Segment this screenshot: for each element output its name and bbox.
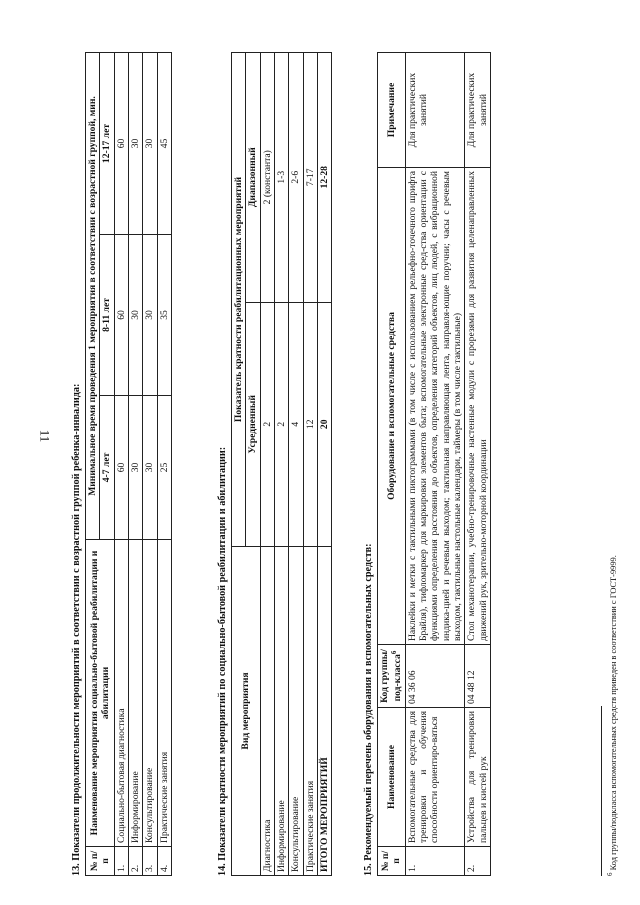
table-row <box>303 53 317 876</box>
col-num-header: № п/п <box>86 847 115 876</box>
row-equipment: Стол механотерапии, учебно-тренировочные настенные модули с прорезями для развития целенаправленных движений рук, зрительно-моторной координации <box>465 168 491 645</box>
value-cell: 30 <box>128 234 142 395</box>
table-row <box>260 53 274 876</box>
col-mult-header: Показатель кратности реабилитационных мероприятий <box>232 53 246 547</box>
footnote-divider <box>601 706 602 876</box>
value-cell: 60 <box>114 53 128 235</box>
avg-cell: 2 <box>260 302 274 546</box>
row-name: Устройства для тренировки пальцев и кистей рук <box>465 708 491 847</box>
col-time-header: Минимальное время проведения 1 мероприятия в соответствии с возрастной группой, мин. <box>86 53 100 540</box>
section-15-title: 15. Рекомендуемый перечень оборудования и вспомогательных средств: <box>363 543 374 876</box>
avg-cell: 2 <box>274 302 288 546</box>
row-name: Практические занятия <box>303 547 317 876</box>
row-num: 1. <box>405 847 465 876</box>
row-num: 2. <box>128 847 142 876</box>
footnote-text: Код группы/подкласса вспомогательных средств приведен в соответствии с ГОСТ-9999. <box>608 555 618 871</box>
value-cell: 30 <box>128 53 142 235</box>
row-name: Социально-бытовая диагностика <box>114 540 128 847</box>
row-note: Для практических занятий <box>465 53 491 168</box>
value-cell: 30 <box>143 234 157 395</box>
col-name-header: Наименование <box>378 708 406 847</box>
footnote-mark: 6 <box>390 650 399 655</box>
value-cell: 30 <box>128 395 142 539</box>
equipment-table <box>377 52 491 876</box>
value-cell: 60 <box>114 395 128 539</box>
table-row <box>289 53 303 876</box>
row-name: Информирование <box>274 547 288 876</box>
table-row <box>114 53 128 876</box>
age-group-3: 12-17 лет <box>100 53 114 235</box>
col-note-header: Примечание <box>378 53 406 168</box>
total-range: 12-28 <box>317 53 331 303</box>
table-row <box>128 53 142 876</box>
table-row <box>143 53 157 876</box>
row-note: Для практических занятий <box>405 53 465 168</box>
range-cell: 1-3 <box>274 53 288 303</box>
row-name: Практические занятия <box>157 540 171 847</box>
row-num: 3. <box>143 847 157 876</box>
row-name: Информирование <box>128 540 142 847</box>
total-name: ИТОГО МЕРОПРИЯТИЙ <box>317 547 331 876</box>
total-row <box>317 53 331 876</box>
value-cell: 45 <box>157 53 171 235</box>
value-cell: 35 <box>157 234 171 395</box>
col-num-header: № п/п <box>378 847 406 876</box>
page-number: 11 <box>37 429 53 443</box>
multiplicity-table <box>231 52 332 876</box>
table-row <box>274 53 288 876</box>
value-cell: 25 <box>157 395 171 539</box>
range-cell: 2-6 <box>289 53 303 303</box>
row-name: Вспомогательные средства для тренировки и обучения способности ориентиро-ваться <box>405 708 465 847</box>
col-code-header <box>378 645 406 708</box>
row-equipment: Наклейки и метки с тактильными пиктограммами (в том числе с использованием рельефно-точечного шрифта Брайля), тифломаркер для маркировки элементов быта; вспомогательные электронные сред-ства ориентации с функциями определения расстояния до объектов, определения категорий объектов, лиц людей, с вибрационной индика-цией и речевым выходом; тактильная направляющая лента, направля-ющие поручни; часы с речевым выходом, тактильные настольные календари, таймеры (в том числе тактильные) <box>405 168 465 645</box>
rotated-page-content <box>65 30 625 880</box>
age-group-1: 4-7 лет <box>100 395 114 539</box>
col-avg-header: Усредненный <box>246 302 260 546</box>
row-num: 2. <box>465 847 491 876</box>
col-equip-header: Оборудование и вспомогательные средства <box>378 168 406 645</box>
footnote-mark: 6 <box>606 872 614 876</box>
col-range-header: Диапазонный <box>246 53 260 303</box>
col-kind-header: Вид мероприятия <box>232 547 261 876</box>
range-cell: 7-17 <box>303 53 317 303</box>
row-name: Консультирование <box>289 547 303 876</box>
value-cell: 30 <box>143 395 157 539</box>
total-avg: 20 <box>317 302 331 546</box>
col-name-header: Наименование мероприятия социально-бытовой реабилитации и абилитации <box>86 540 115 847</box>
value-cell: 30 <box>143 53 157 235</box>
value-cell: 60 <box>114 234 128 395</box>
section-13-title: 13. Показатели продолжительности мероприятий в соответствии с возрастной группой ребенка-инвалида: <box>71 383 82 876</box>
table-row <box>157 53 171 876</box>
code-header-text: Код группы/под-класса <box>379 649 404 703</box>
row-num: 1. <box>114 847 128 876</box>
avg-cell: 12 <box>303 302 317 546</box>
row-name: Диагностика <box>260 547 274 876</box>
row-code: 04 36 06 <box>405 645 465 708</box>
section-14-title: 14. Показатели кратности мероприятий по социально-бытовой реабилитации и абилитации: <box>217 446 228 876</box>
row-name: Консультирование <box>143 540 157 847</box>
table-row <box>465 53 491 876</box>
footnote <box>606 555 619 876</box>
row-code: 04 48 12 <box>465 645 491 708</box>
avg-cell: 4 <box>289 302 303 546</box>
duration-table <box>85 52 172 876</box>
range-cell: 2 (константа) <box>260 53 274 303</box>
table-row <box>405 53 465 876</box>
age-group-2: 8-11 лет <box>100 234 114 395</box>
row-num: 4. <box>157 847 171 876</box>
